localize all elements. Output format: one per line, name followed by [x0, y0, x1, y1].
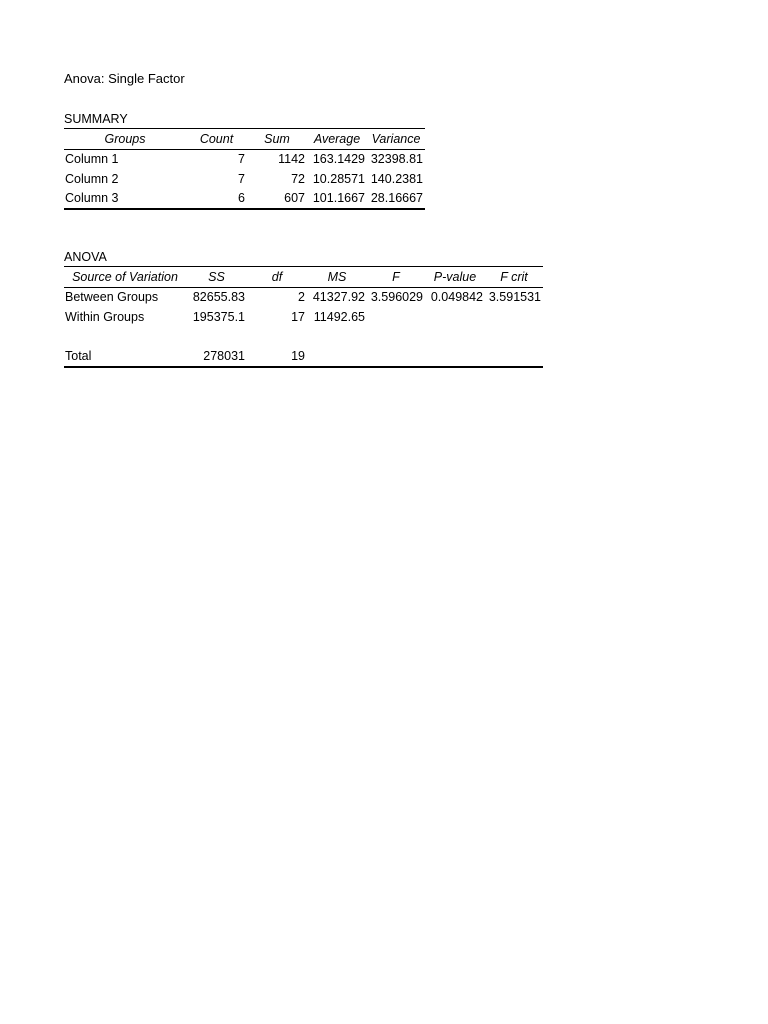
anova-header-ss: SS: [186, 267, 247, 288]
page-title: Anova: Single Factor: [64, 71, 185, 86]
summary-cell-sum: 72: [291, 171, 305, 186]
anova-cell-f: [367, 307, 425, 327]
anova-cell-f-crit: [485, 346, 543, 367]
summary-label: SUMMARY: [64, 112, 128, 126]
anova-cell-p-value: [425, 346, 485, 367]
table-row: [64, 149, 425, 169]
anova-cell-source: [64, 327, 186, 347]
summary-cell-sum: 607: [247, 189, 307, 210]
anova-cell-ms: [307, 327, 367, 347]
summary-cell-sum: 1142: [278, 152, 305, 167]
anova-header-source: Source of Variation: [64, 267, 186, 288]
anova-cell-source: Between Groups: [65, 290, 159, 305]
table-row: [64, 307, 543, 327]
summary-cell-count: 7: [238, 152, 245, 167]
anova-cell-ms: 41327.92: [312, 290, 365, 305]
summary-cell-variance: 140.2381: [370, 171, 423, 186]
anova-cell-ms: [307, 346, 367, 367]
anova-cell-source: Within Groups: [65, 309, 145, 324]
anova-header-row: [64, 267, 543, 288]
anova-cell-p-value: [425, 327, 485, 347]
table-row: [64, 327, 543, 347]
anova-cell-f: 3.596029: [370, 290, 423, 305]
anova-cell-ms: 11492.65: [313, 309, 365, 324]
anova-cell-p-value: [425, 307, 485, 327]
anova-header-df: df: [247, 267, 307, 288]
anova-table: [64, 266, 543, 368]
anova-cell-f-crit: [485, 327, 543, 347]
anova-cell-f: [367, 346, 425, 367]
summary-cell-average: 10.28571: [312, 171, 365, 186]
table-row: [64, 287, 543, 307]
summary-cell-group: Column 1: [65, 152, 119, 167]
anova-cell-f: [367, 327, 425, 347]
anova-cell-ss: 82655.83: [192, 290, 245, 305]
anova-cell-ss: [186, 327, 247, 347]
table-row: [64, 346, 543, 367]
summary-cell-average: 163.1429: [312, 152, 365, 167]
anova-header-ms: MS: [307, 267, 367, 288]
anova-cell-ss: 278031: [186, 346, 247, 367]
summary-header-row: [64, 129, 425, 150]
summary-cell-count: 7: [238, 171, 245, 186]
summary-table: [64, 128, 425, 210]
anova-cell-df: 17: [291, 309, 305, 324]
summary-header-average: Average: [307, 129, 367, 150]
summary-cell-variance: 32398.81: [370, 152, 423, 167]
anova-cell-ss: 195375.1: [192, 309, 245, 324]
anova-cell-source: Total: [64, 346, 186, 367]
anova-label: ANOVA: [64, 250, 107, 264]
summary-header-count: Count: [186, 129, 247, 150]
summary-cell-group: Column 2: [65, 171, 119, 186]
summary-cell-count: 6: [186, 189, 247, 210]
summary-header-groups: Groups: [64, 129, 186, 150]
summary-cell-average: 101.1667: [307, 189, 367, 210]
summary-header-variance: Variance: [367, 129, 425, 150]
anova-header-p-value: P-value: [425, 267, 485, 288]
anova-header-f-crit: F crit: [485, 267, 543, 288]
summary-cell-variance: 28.16667: [367, 189, 425, 210]
anova-cell-df: [247, 327, 307, 347]
anova-cell-df: 2: [298, 290, 305, 305]
table-row: [64, 189, 425, 210]
anova-cell-f-crit: [485, 307, 543, 327]
summary-header-sum: Sum: [247, 129, 307, 150]
table-row: [64, 169, 425, 189]
summary-cell-group: Column 3: [64, 189, 186, 210]
anova-cell-p-value: 0.049842: [430, 290, 483, 305]
anova-cell-df: 19: [247, 346, 307, 367]
anova-header-f: F: [367, 267, 425, 288]
anova-cell-f-crit: 3.591531: [488, 290, 541, 305]
